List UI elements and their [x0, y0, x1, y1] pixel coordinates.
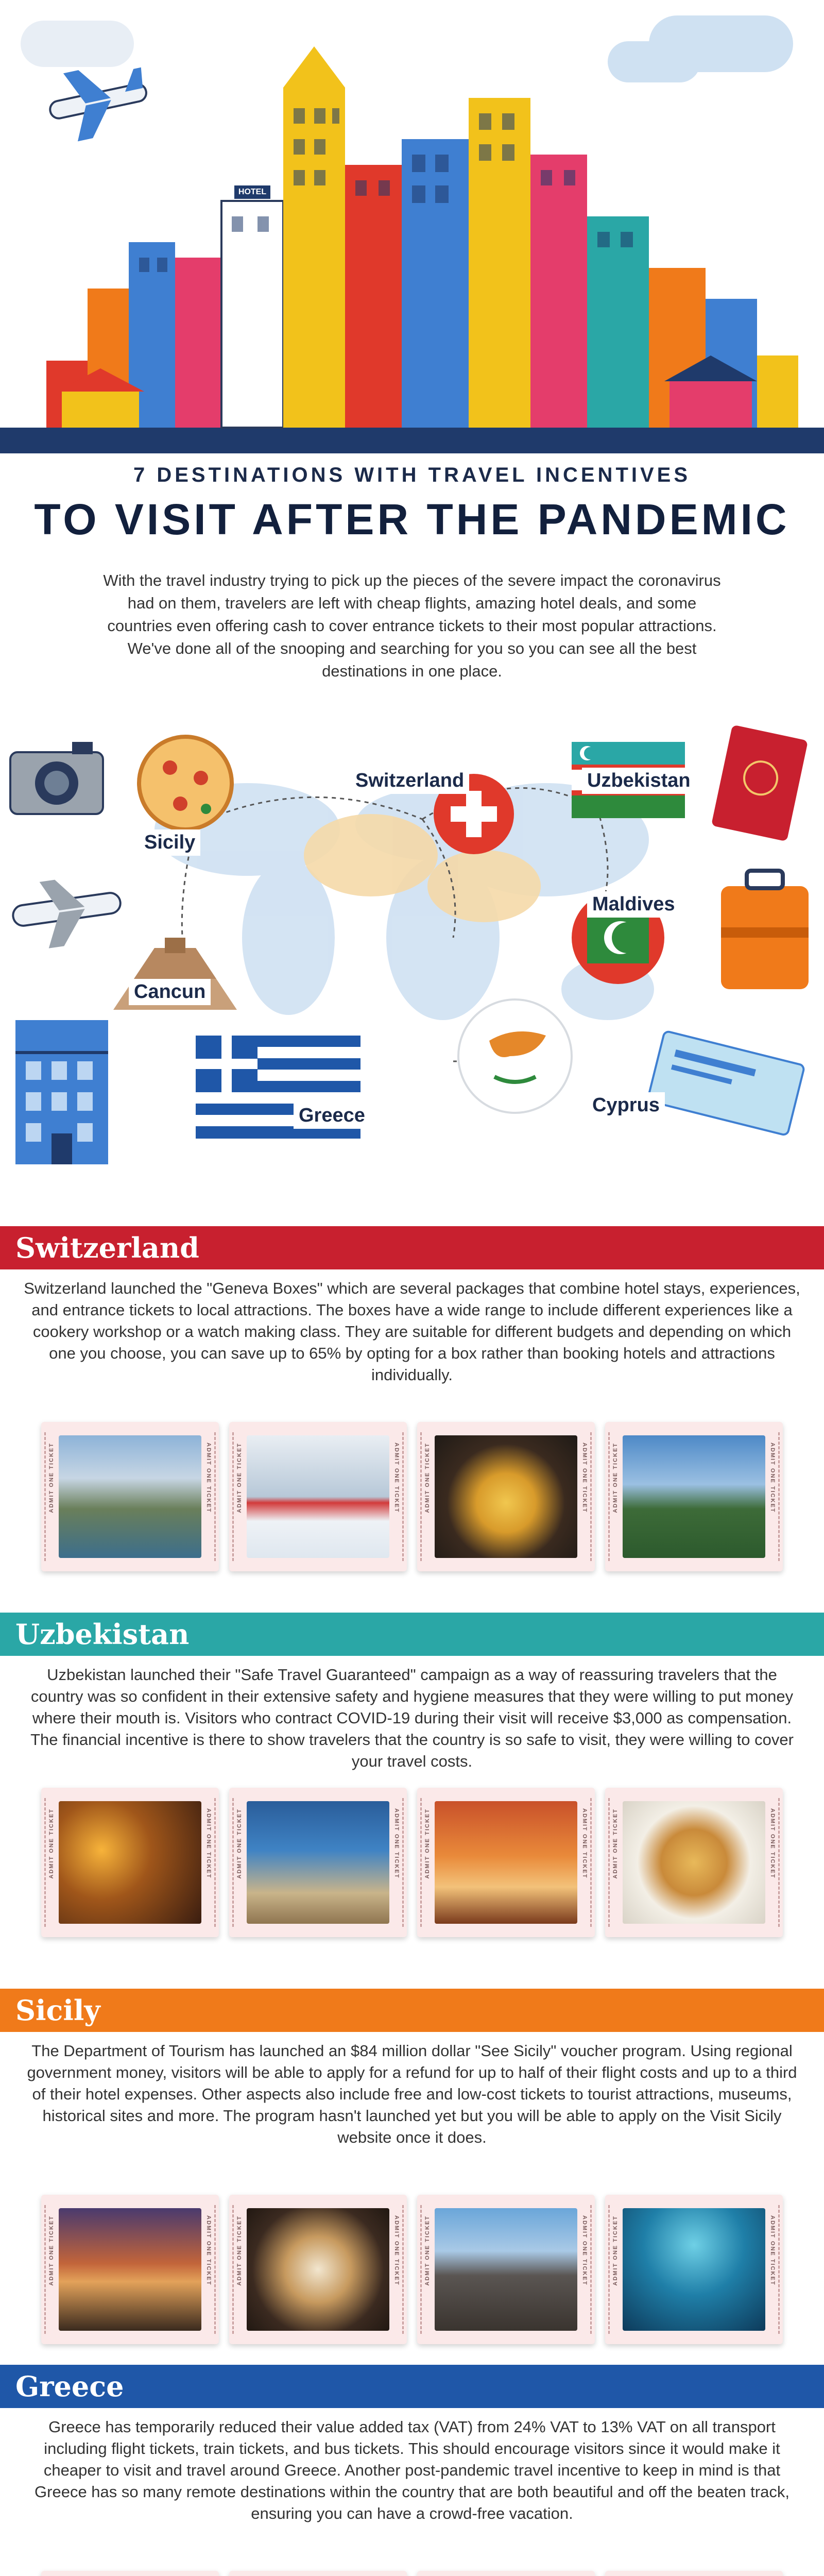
- ticket-stub-label: ADMIT ONE TICKET: [48, 1808, 55, 1879]
- ticket-stub-label: ADMIT ONE TICKET: [769, 2215, 776, 2286]
- greek-temple-photo: [59, 2208, 201, 2331]
- passport-icon: [711, 725, 808, 842]
- map-label-sicily: Sicily: [139, 829, 200, 856]
- ticket-stub-label: ADMIT ONE TICKET: [424, 2215, 431, 2286]
- photo-ticket-card: [417, 1788, 595, 1937]
- section-banner: Switzerland: [0, 1226, 824, 1269]
- photo-ticket-card: [605, 1788, 783, 1937]
- section-uzbekistan: [0, 1613, 824, 1999]
- intro-paragraph: With the travel industry trying to pick up the pieces of the severe impact the coronavirus had on them, travelers are left with cheap flights, amazing hotel deals, and some countries even offering cash to cover entrance tickets to their most popular attractions. We've done all of the snooping and searching for you so you can see all the best destinations in one place.: [103, 571, 721, 680]
- mount-etna-photo: [435, 2208, 577, 2331]
- photo-ticket-card: [41, 1788, 219, 1937]
- camera-icon: [10, 742, 103, 814]
- destinations-map: [0, 721, 824, 1195]
- photo-ticket-card: [229, 1422, 407, 1571]
- photo-strip: [41, 2195, 783, 2344]
- ticket-stub-label: ADMIT ONE TICKET: [581, 1443, 588, 1513]
- ticket-stub-label: ADMIT ONE TICKET: [393, 2215, 400, 2286]
- section-banner: Greece: [0, 2365, 824, 2408]
- photo-ticket-card: [229, 2195, 407, 2344]
- photo-ticket-card: [41, 2195, 219, 2344]
- section-switzerland: [0, 1226, 824, 1638]
- ticket-stub-label: ADMIT ONE TICKET: [205, 1443, 212, 1513]
- ticket-stub-label: ADMIT ONE TICKET: [236, 1443, 243, 1513]
- ticket-stub-label: ADMIT ONE TICKET: [612, 1808, 619, 1879]
- page-subtitle: 7 DESTINATIONS WITH TRAVEL INCENTIVES: [133, 464, 691, 486]
- suitcase-icon: [721, 871, 809, 989]
- ticket-stub-label: ADMIT ONE TICKET: [581, 1808, 588, 1879]
- plov-dish-photo: [623, 1801, 765, 1924]
- section-body: Greece has temporarily reduced their value added tax (VAT) from 24% VAT to 13% VAT on all transport including flight tickets, train tickets, and bus tickets. This should encourage visitors since it would make it cheaper to visit and travel around Greece. Another post-pandemic travel incentive to keep in mind is that Greece has so many remote destinations within the country that are both beautiful and off the beaten track, ensuring you can have a crowd-free vacation.: [35, 2418, 789, 2522]
- airplane-icon: [43, 57, 153, 146]
- photo-strip: [41, 1422, 783, 1571]
- lanterns-photo: [59, 1801, 201, 1924]
- cannoli-photo: [247, 2208, 389, 2331]
- ticket-stub-label: ADMIT ONE TICKET: [205, 1808, 212, 1879]
- hero-hotel-sign: HOTEL: [234, 185, 270, 199]
- photo-ticket-card: [605, 2571, 783, 2576]
- section-body: Switzerland launched the "Geneva Boxes" which are several packages that combine hotel stays, experiences, and entrance tickets to local attractions. The boxes have a wide range to include different experiences like a cookery workshop or a watch making class. They are suitable for different budgets and depending on which one you choose, you can save up to 65% by opting for a box rather than booking hotels and attractions individually.: [24, 1279, 800, 1384]
- ticket-stub-label: ADMIT ONE TICKET: [48, 2215, 55, 2286]
- photo-strip: [41, 1788, 783, 1937]
- ticket-stub-label: ADMIT ONE TICKET: [205, 2215, 212, 2286]
- photo-ticket-card: [41, 1422, 219, 1571]
- fondue-photo: [435, 1435, 577, 1558]
- city-skyline-illustration: [0, 0, 824, 453]
- ticket-stub-label: ADMIT ONE TICKET: [612, 2215, 619, 2286]
- ticket-stub-label: ADMIT ONE TICKET: [48, 1443, 55, 1513]
- photo-ticket-card: [417, 1422, 595, 1571]
- ticket-stub-label: ADMIT ONE TICKET: [769, 1808, 776, 1879]
- ticket-stub-label: ADMIT ONE TICKET: [393, 1443, 400, 1513]
- map-label-uzbekistan: Uzbekistan: [582, 768, 696, 794]
- section-body: The Department of Tourism has launched an $84 million dollar "See Sicily" voucher program. Using regional government money, visitors will be able to apply for a refund for up to half of their flight costs and up to a third of their hotel expenses. Other aspects also include free and low-cost tickets to tourist attractions, museums, historical sites and more. The program hasn't launched yet but you will be able to apply on the Visit Sicily website once it does.: [27, 2042, 797, 2146]
- underwater-diver-photo: [623, 2208, 765, 2331]
- ticket-stub-label: ADMIT ONE TICKET: [581, 2215, 588, 2286]
- mountain-valley-photo: [623, 1435, 765, 1558]
- alpine-lake-photo: [59, 1435, 201, 1558]
- cyprus-flag-icon: [458, 999, 572, 1113]
- ticket-stub-label: ADMIT ONE TICKET: [424, 1808, 431, 1879]
- photo-ticket-card: [605, 2195, 783, 2344]
- section-greece: [0, 2365, 824, 2576]
- desert-sunset-photo: [435, 1801, 577, 1924]
- section-sicily: [0, 1989, 824, 2380]
- map-label-cancun: Cancun: [129, 979, 211, 1005]
- page-title: TO VISIT AFTER THE PANDEMIC: [34, 495, 790, 544]
- photo-ticket-card: [229, 2571, 407, 2576]
- ticket-stub-label: ADMIT ONE TICKET: [236, 2215, 243, 2286]
- map-label-greece: Greece: [294, 1103, 370, 1129]
- ticket-stub-label: ADMIT ONE TICKET: [424, 1443, 431, 1513]
- airplane-icon: [9, 871, 125, 953]
- section-banner: Uzbekistan: [0, 1613, 824, 1656]
- map-label-switzerland: Switzerland: [350, 768, 469, 794]
- section-body: Uzbekistan launched their "Safe Travel Guaranteed" campaign as a way of reassuring travelers that the country was so confident in their extensive safety and hygiene measures that they were willing to put money where their mouth is. Visitors who contract COVID-19 during their visit will receive $3,000 as compensation. The financial incentive is there to show travelers that the country is so safe to visit, they were willing to cover your travel costs.: [30, 1666, 794, 1770]
- hotel-building-icon: [15, 1020, 108, 1164]
- ticket-stub-label: ADMIT ONE TICKET: [769, 1443, 776, 1513]
- photo-ticket-card: [605, 1422, 783, 1571]
- photo-strip: [41, 2571, 783, 2576]
- ticket-icon: [647, 1031, 805, 1136]
- photo-ticket-card: [417, 2571, 595, 2576]
- map-label-maldives: Maldives: [587, 891, 680, 918]
- section-banner: Sicily: [0, 1989, 824, 2032]
- pizza-icon: [139, 737, 232, 829]
- photo-ticket-card: [229, 1788, 407, 1937]
- photo-ticket-card: [417, 2195, 595, 2344]
- ticket-stub-label: ADMIT ONE TICKET: [236, 1808, 243, 1879]
- map-label-cyprus: Cyprus: [587, 1092, 665, 1118]
- hero-banner: [0, 0, 824, 453]
- ticket-stub-label: ADMIT ONE TICKET: [612, 1443, 619, 1513]
- skiing-photo: [247, 1435, 389, 1558]
- ticket-stub-label: ADMIT ONE TICKET: [393, 1808, 400, 1879]
- photo-ticket-card: [41, 2571, 219, 2576]
- mosque-tiles-photo: [247, 1801, 389, 1924]
